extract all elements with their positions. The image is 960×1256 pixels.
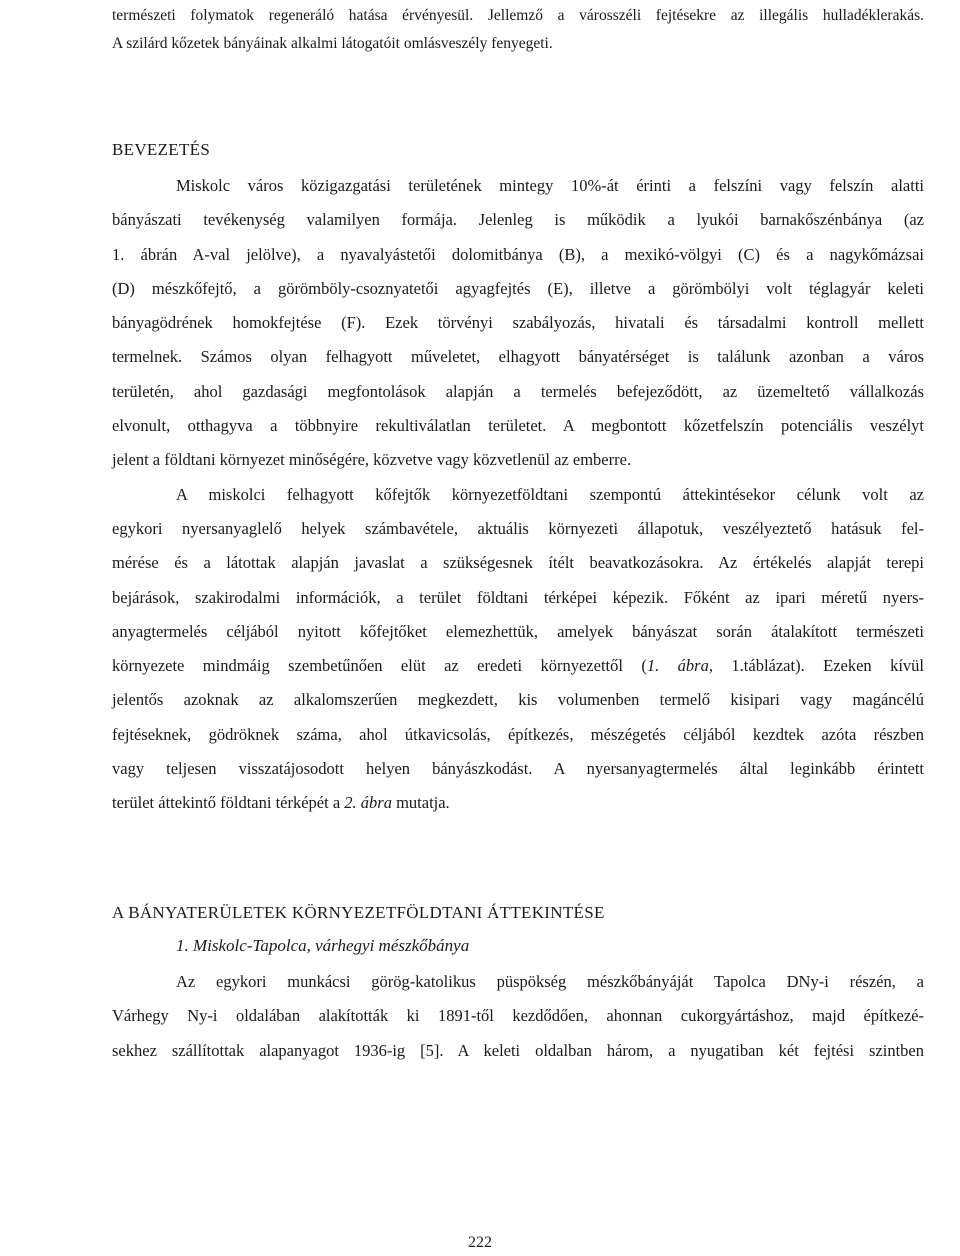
text-fragment: terület áttekintő földtani térképét a bbox=[112, 793, 345, 813]
text-line: jelentős azoknak az alkalomszerűen megkezdett, kis volumenben termelő kisipari vagy magáncélú bbox=[112, 690, 924, 710]
subsection-heading: 1. Miskolc-Tapolca, várhegyi mészkőbánya bbox=[176, 936, 470, 955]
page-number: 222 bbox=[468, 1234, 492, 1251]
text-line: (D) mészkőfejtő, a görömböly-csoznyatetői agyagfejtés (E), illetve a görömbölyi volt téglagyár keleti bbox=[112, 278, 924, 298]
text-line: bányászati tevékenység valamilyen formája. Jelenleg is működik a lyukói barnakőszénbánya (az bbox=[112, 210, 924, 230]
text-fragment: , 1.táblázat). Ezeken kívül bbox=[708, 656, 925, 676]
text-fragment: környezete mindmáig szembetűnően elüt az eredeti környezettől ( bbox=[112, 656, 647, 676]
text-line: természeti folymatok regeneráló hatása érvényesül. Jellemző a városszéli fejtésekre az illegális hulladéklerakás. bbox=[112, 7, 924, 24]
section-heading-mining-areas: A BÁNYATERÜLETEK KÖRNYEZETFÖLDTANI ÁTTEKINTÉSE bbox=[112, 903, 605, 922]
top-paragraph bbox=[112, 2, 924, 58]
text-line: 1. ábrán A-val jelölve), a nyavalyástetői dolomitbánya (B), a mexikó-völgyi (C) és a nagykőmázsai bbox=[112, 244, 924, 264]
text-line: sekhez szállítottak alapanyagot 1936-ig [5]. A keleti oldalban három, a nyugatiban két fejtési szintben bbox=[112, 1040, 924, 1060]
text-line: vagy teljesen visszatájosodott helyen bányászkodást. A nyersanyagtermelés által leginkább érintett bbox=[112, 759, 924, 779]
text-line: fejtéseknek, gödröknek száma, ahol útkavicsolás, építkezés, mészégetés céljából kezdtek azóta részben bbox=[112, 724, 924, 744]
text-line-figure-ref bbox=[112, 786, 924, 820]
text-line: területén, ahol gazdasági megfontolások alapján a termelés befejeződött, az üzemeltető vállalkozás bbox=[112, 381, 924, 401]
intro-paragraph bbox=[112, 169, 924, 821]
section-heading-intro: BEVEZETÉS bbox=[112, 140, 211, 159]
text-line: bányagödrének homokfejtése (F). Ezek törvényi szabályozás, hivatali és társadalmi kontroll mellett bbox=[112, 313, 924, 333]
figure-reference: 2. ábra bbox=[344, 793, 392, 813]
section-paragraph bbox=[112, 965, 924, 1068]
text-line: Miskolc város közigazgatási területének mintegy 10%-át érinti a felszíni vagy felszín alatti bbox=[176, 176, 924, 195]
text-line: mérése és a látottak alapján javaslat a szükségesnek ítélt beavatkozásokra. Az értékelés alapját terepi bbox=[112, 553, 924, 573]
text-line: Az egykori munkácsi görög-katolikus püspökség mészkőbányáját Tapolca DNy-i részén, a bbox=[176, 972, 924, 991]
text-line: jelent a földtani környezet minőségére, közvetve vagy közvetlenül az emberre. bbox=[112, 450, 632, 470]
figure-reference: 1. ábra bbox=[646, 656, 709, 676]
text-line: A szilárd kőzetek bányáinak alkalmi látogatóit omlásveszély fenyegeti. bbox=[112, 35, 553, 52]
text-line: Várhegy Ny-i oldalában alakították ki 1891-től kezdődően, ahonnan cukorgyártáshoz, majd építkezé- bbox=[112, 1006, 924, 1026]
text-line: bejárások, szakirodalmi információk, a terület földtani térképei képezik. Főként az ipari méretű nyers- bbox=[112, 587, 924, 607]
text-line: A miskolci felhagyott kőfejtők környezetföldtani szempontú áttekintésekor célunk volt az bbox=[176, 484, 924, 504]
text-fragment: mutatja. bbox=[391, 793, 450, 813]
text-line: egykori nyersanyaglelő helyek számbavétele, aktuális környezeti állapotuk, veszélyeztető hatásuk fel- bbox=[112, 518, 924, 538]
text-line: termelnek. Számos olyan felhagyott műveletet, elhagyott bányatérséget is találunk azonban a város bbox=[112, 347, 924, 367]
text-line: anyagtermelés céljából nyitott kőfejtőket elemezhettük, amelyek bányászat során átalakított természeti bbox=[112, 621, 924, 641]
text-line-figure-ref bbox=[112, 649, 924, 683]
text-line: elvonult, otthagyva a többnyire rekultiválatlan területet. A megbontott kőzetfelszín potenciális veszélyt bbox=[112, 416, 924, 436]
